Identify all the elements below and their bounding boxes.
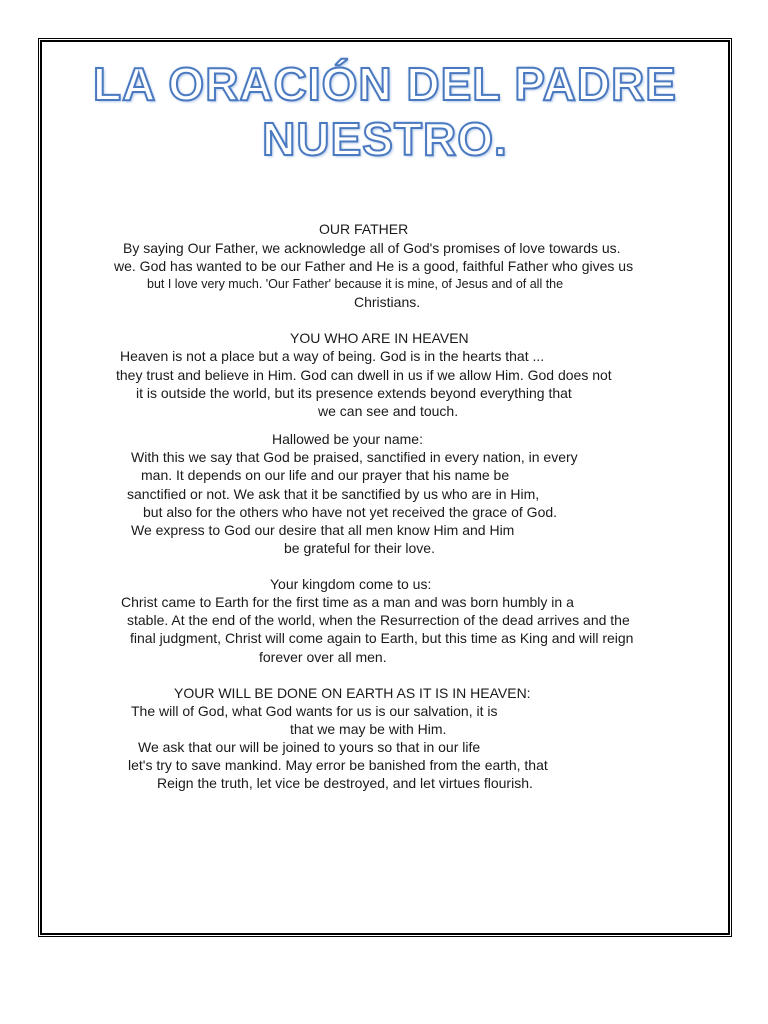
paragraph-line: that we may be with Him. bbox=[290, 721, 447, 737]
paragraph-line: We express to God our desire that all men know Him and Him bbox=[131, 522, 515, 538]
paragraph-line: stable. At the end of the world, when the Resurrection of the dead arrives and the bbox=[127, 612, 630, 628]
paragraph-line: final judgment, Christ will come again to Earth, but this time as King and will reign bbox=[130, 630, 634, 646]
paragraph-line: forever over all men. bbox=[259, 649, 387, 665]
paragraph-line: let's try to save mankind. May error be banished from the earth, that bbox=[128, 757, 548, 773]
paragraph-line: Heaven is not a place but a way of being. God is in the hearts that ... bbox=[120, 348, 545, 364]
paragraph-line: we can see and touch. bbox=[318, 403, 459, 419]
page-title-line-2: NUESTRO. bbox=[262, 113, 508, 165]
section-heading-will: YOUR WILL BE DONE ON EARTH AS IT IS IN HEAVEN: bbox=[174, 685, 531, 701]
paragraph-line: Christians. bbox=[354, 294, 421, 310]
paragraph-line: they trust and believe in Him. God can dwell in us if we allow Him. God does not bbox=[116, 367, 612, 383]
paragraph-line: but also for the others who have not yet received the grace of God. bbox=[143, 504, 558, 520]
section-heading-hallowed: Hallowed be your name: bbox=[272, 431, 423, 447]
paragraph-line: we. God has wanted to be our Father and He is a good, faithful Father who gives us bbox=[114, 258, 634, 274]
paragraph-line: man. It depends on our life and our prayer that his name be bbox=[141, 467, 510, 483]
paragraph-line: With this we say that God be praised, sanctified in every nation, in every bbox=[131, 449, 578, 465]
paragraph-line: Reign the truth, let vice be destroyed, and let virtues flourish. bbox=[157, 775, 533, 791]
section-heading-our-father: OUR FATHER bbox=[319, 221, 409, 237]
section-heading-kingdom: Your kingdom come to us: bbox=[270, 576, 432, 592]
paragraph-line: By saying Our Father, we acknowledge all of God's promises of love towards us. bbox=[123, 240, 621, 256]
paragraph-line: We ask that our will be joined to yours so that in our life bbox=[138, 739, 481, 755]
paragraph-line: Christ came to Earth for the first time as a man and was born humbly in a bbox=[121, 594, 574, 610]
paragraph-line: be grateful for their love. bbox=[284, 540, 435, 556]
section-heading-in-heaven: YOU WHO ARE IN HEAVEN bbox=[290, 330, 469, 346]
page-title-line-1: LA ORACIÓN DEL PADRE bbox=[93, 58, 677, 110]
paragraph-line: it is outside the world, but its presence extends beyond everything that bbox=[136, 385, 572, 401]
paragraph-line: but I love very much. 'Our Father' because it is mine, of Jesus and of all the bbox=[147, 277, 564, 291]
paragraph-line: The will of God, what God wants for us is our salvation, it is bbox=[131, 703, 498, 719]
paragraph-line: sanctified or not. We ask that it be sanctified by us who are in Him, bbox=[127, 486, 540, 502]
